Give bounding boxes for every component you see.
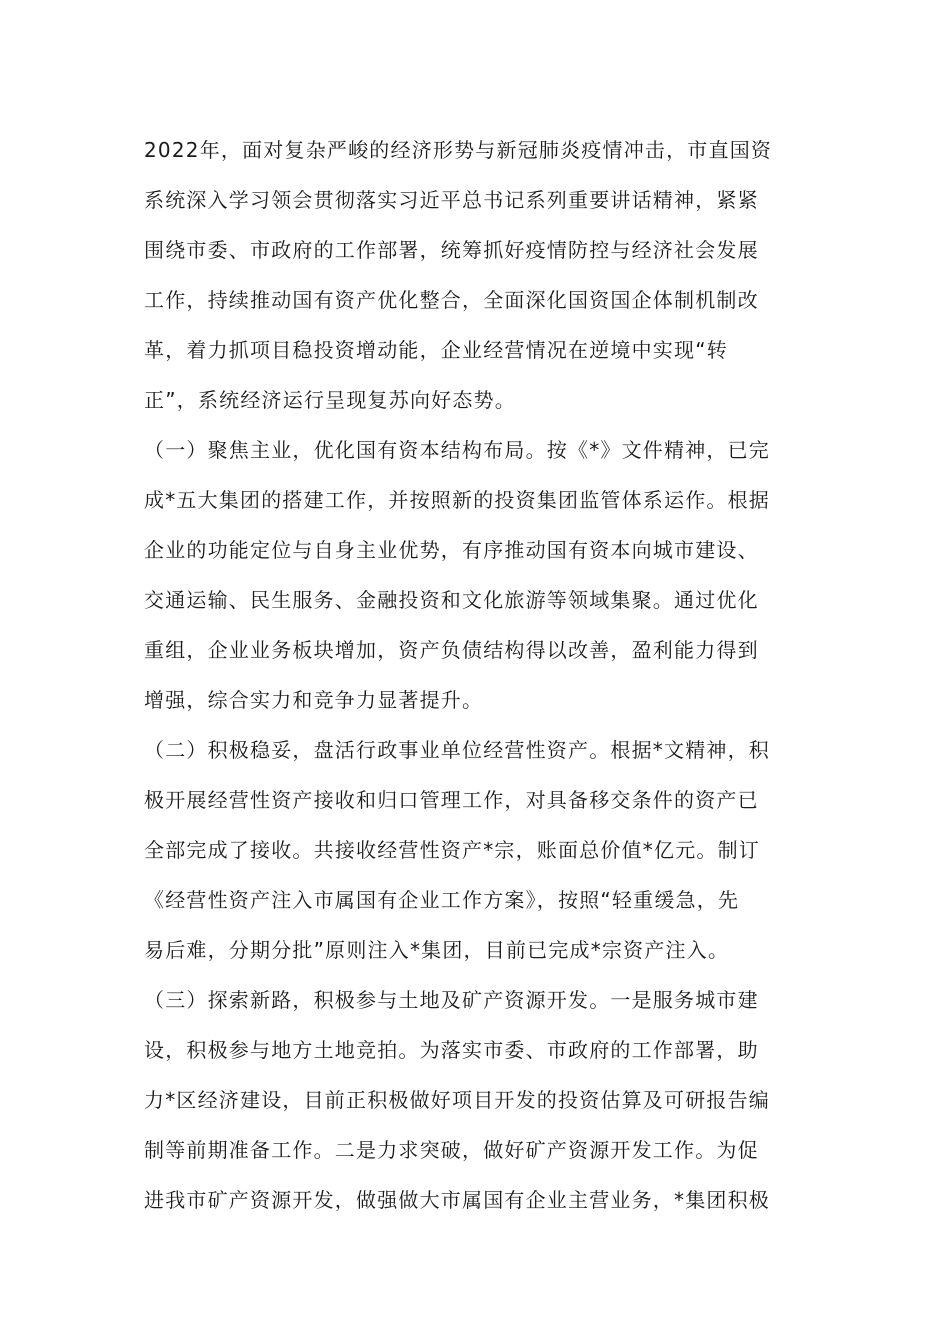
text-line: 2022年，面对复杂严峻的经济形势与新冠肺炎疫情冲击，市直国资: [144, 138, 773, 162]
text-line: 力*区经济建设，目前正积极做好项目开发的投资估算及可研报告编: [144, 1088, 770, 1112]
text-line: 全部完成了接收。共接收经营性资产*宗，账面总价值*亿元。制订: [144, 838, 760, 862]
text-line: 企业的功能定位与自身主业优势，有序推动国有资本向城市建设、: [144, 538, 759, 562]
text-line: 易后难，分期分批”原则注入*集团，目前已完成*宗资产注入。: [144, 938, 730, 962]
text-line: 成*五大集团的搭建工作，并按照新的投资集团监管体系运作。根据: [144, 488, 770, 512]
text-line: 工作，持续推动国有资产优化整合，全面深化国资国企体制机制改: [144, 288, 759, 312]
paragraph-intro: [144, 125, 808, 425]
text-line: 增强，综合实力和竞争力显著提升。: [144, 688, 484, 712]
text-line: 交通运输、民生服务、金融投资和文化旅游等领域集聚。通过优化: [144, 588, 759, 612]
text-line: （二）积极稳妥，盘活行政事业单位经营性资产。根据*文精神，积: [144, 738, 770, 762]
text-line: 设，积极参与地方土地竞拍。为落实市委、市政府的工作部署，助: [144, 1038, 759, 1062]
text-line: 正”，系统经济运行呈现复苏向好态势。: [144, 388, 516, 412]
text-line: 革，着力抓项目稳投资增动能，企业经营情况在逆境中实现“转: [144, 338, 728, 362]
text-line: 极开展经营性资产接收和归口管理工作，对具备移交条件的资产已: [144, 788, 759, 812]
text-line: 围绕市委、市政府的工作部署，统筹抓好疫情防控与经济社会发展: [144, 238, 759, 262]
text-line: 进我市矿产资源开发，做强做大市属国有企业主营业务，*集团积极: [144, 1188, 770, 1212]
text-line: 《经营性资产注入市属国有企业工作方案》，按照“轻重缓急，先: [144, 888, 740, 912]
text-line: （三）探索新路，积极参与土地及矿产资源开发。一是服务城市建: [144, 988, 759, 1012]
paragraph-section-3: [144, 975, 808, 1225]
text-line: 制等前期准备工作。二是力求突破，做好矿产资源开发工作。为促: [144, 1138, 759, 1162]
text-line: 系统深入学习领会贯彻落实习近平总书记系列重要讲话精神，紧紧: [144, 188, 759, 212]
text-line: （一）聚焦主业，优化国有资本结构布局。按《*》文件精神，已完: [144, 438, 770, 462]
paragraph-section-1: [144, 425, 808, 725]
text-line: 重组，企业业务板块增加，资产负债结构得以改善，盈利能力得到: [144, 638, 759, 662]
paragraph-section-2: [144, 725, 808, 975]
